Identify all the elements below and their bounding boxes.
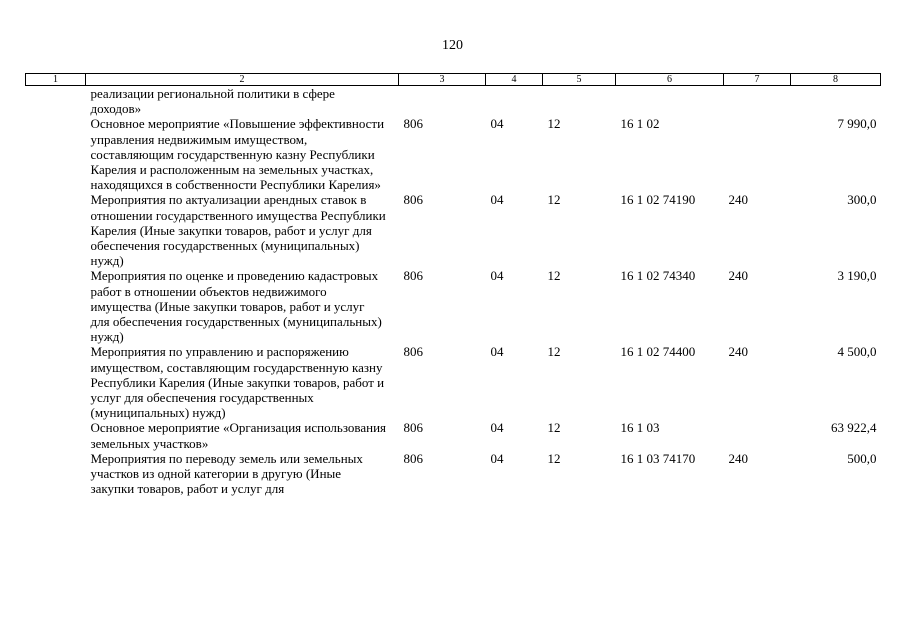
cell-sum: 500,0 bbox=[847, 450, 877, 466]
cell-ministry: 806 bbox=[403, 450, 423, 466]
cell-subsection: 12 bbox=[547, 450, 561, 466]
col-header-6: 6 bbox=[616, 74, 724, 86]
cell-ministry bbox=[399, 86, 486, 117]
cell-sum: 63 922,4 bbox=[831, 420, 877, 436]
cell-target: 16 1 03 74170 bbox=[620, 450, 696, 466]
col-header-3: 3 bbox=[399, 74, 486, 86]
table-row bbox=[26, 451, 881, 497]
cell-target bbox=[616, 86, 724, 117]
cell-section bbox=[486, 86, 543, 117]
cell-sum: 300,0 bbox=[847, 192, 877, 208]
table-row bbox=[26, 268, 881, 344]
cell-col1 bbox=[26, 116, 86, 192]
cell-sum: 4 500,0 bbox=[837, 344, 877, 360]
cell-col1 bbox=[26, 451, 86, 497]
cell-subsection: 12 bbox=[547, 344, 561, 360]
cell-name: Мероприятия по актуализации арендных ставок в отношении государственного имущества Республики Карелия (Иные закупки товаров, работ и услуг для обеспечения государственных (муниципальных) нужд) bbox=[90, 192, 386, 269]
cell-section: 04 bbox=[490, 116, 504, 132]
page-number: 120 bbox=[442, 38, 463, 53]
cell-ministry: 806 bbox=[403, 116, 423, 132]
cell-name: Мероприятия по управлению и распоряжению имуществом, составляющим государственную казну Республики Карелия (Иные закупки товаров, работ и услуг для обеспечения государственных (муниципальных) нужд) bbox=[90, 344, 385, 421]
table-row bbox=[26, 420, 881, 450]
cell-subsection: 12 bbox=[547, 268, 561, 284]
cell-name: Мероприятия по переводу земель или земельных участков из одной категории в другую (Иные закупки товаров, работ и услуг для bbox=[90, 450, 363, 497]
cell-target: 16 1 02 74340 bbox=[620, 268, 696, 284]
cell-section: 04 bbox=[490, 420, 504, 436]
cell-name: Основное мероприятие «Организация использования земельных участков» bbox=[90, 420, 387, 451]
cell-section: 04 bbox=[490, 192, 504, 208]
cell-sum: 3 190,0 bbox=[837, 268, 877, 284]
table-row bbox=[26, 116, 881, 192]
col-header-1: 1 bbox=[26, 74, 86, 86]
cell-type bbox=[724, 86, 791, 117]
col-header-8: 8 bbox=[791, 74, 881, 86]
cell-sum: 7 990,0 bbox=[837, 116, 877, 132]
table-row bbox=[26, 344, 881, 420]
cell-subsection: 12 bbox=[547, 116, 561, 132]
cell-type bbox=[724, 116, 791, 192]
table-row bbox=[26, 86, 881, 117]
cell-name: реализации региональной политики в сфере доходов» bbox=[90, 86, 335, 117]
cell-target: 16 1 02 74400 bbox=[620, 344, 696, 360]
cell-target: 16 1 02 74190 bbox=[620, 192, 696, 208]
cell-ministry: 806 bbox=[403, 344, 423, 360]
cell-type: 240 bbox=[728, 192, 748, 208]
cell-ministry: 806 bbox=[403, 268, 423, 284]
budget-table bbox=[25, 73, 881, 496]
table-row bbox=[26, 192, 881, 268]
col-header-2: 2 bbox=[86, 74, 399, 86]
cell-section: 04 bbox=[490, 450, 504, 466]
header-row bbox=[26, 74, 881, 86]
col-header-5: 5 bbox=[543, 74, 616, 86]
col-header-7: 7 bbox=[724, 74, 791, 86]
cell-col1 bbox=[26, 192, 86, 268]
cell-subsection: 12 bbox=[547, 420, 561, 436]
cell-section: 04 bbox=[490, 344, 504, 360]
cell-type: 240 bbox=[728, 450, 748, 466]
cell-col1 bbox=[26, 268, 86, 344]
cell-col1 bbox=[26, 420, 86, 450]
cell-ministry: 806 bbox=[403, 192, 423, 208]
cell-name: Мероприятия по оценке и проведению кадастровых работ в отношении объектов недвижимого имущества (Иные закупки товаров, работ и услуг для обеспечения государственных (муниципальных) нужд) bbox=[90, 268, 382, 345]
cell-col1 bbox=[26, 344, 86, 420]
cell-subsection: 12 bbox=[547, 192, 561, 208]
cell-col1 bbox=[26, 86, 86, 117]
cell-type: 240 bbox=[728, 268, 748, 284]
col-header-4: 4 bbox=[486, 74, 543, 86]
cell-sum bbox=[791, 86, 881, 117]
cell-name: Основное мероприятие «Повышение эффективности управления недвижимым имуществом, составляющим государственную казну Республики Карелия и расположенным на земельных участках, находящихся в собственности Республики Карелия» bbox=[90, 116, 385, 193]
cell-type: 240 bbox=[728, 344, 748, 360]
cell-target: 16 1 02 bbox=[620, 116, 660, 132]
cell-type bbox=[724, 420, 791, 450]
cell-section: 04 bbox=[490, 268, 504, 284]
cell-subsection bbox=[543, 86, 616, 117]
cell-ministry: 806 bbox=[403, 420, 423, 436]
cell-target: 16 1 03 bbox=[620, 420, 660, 436]
